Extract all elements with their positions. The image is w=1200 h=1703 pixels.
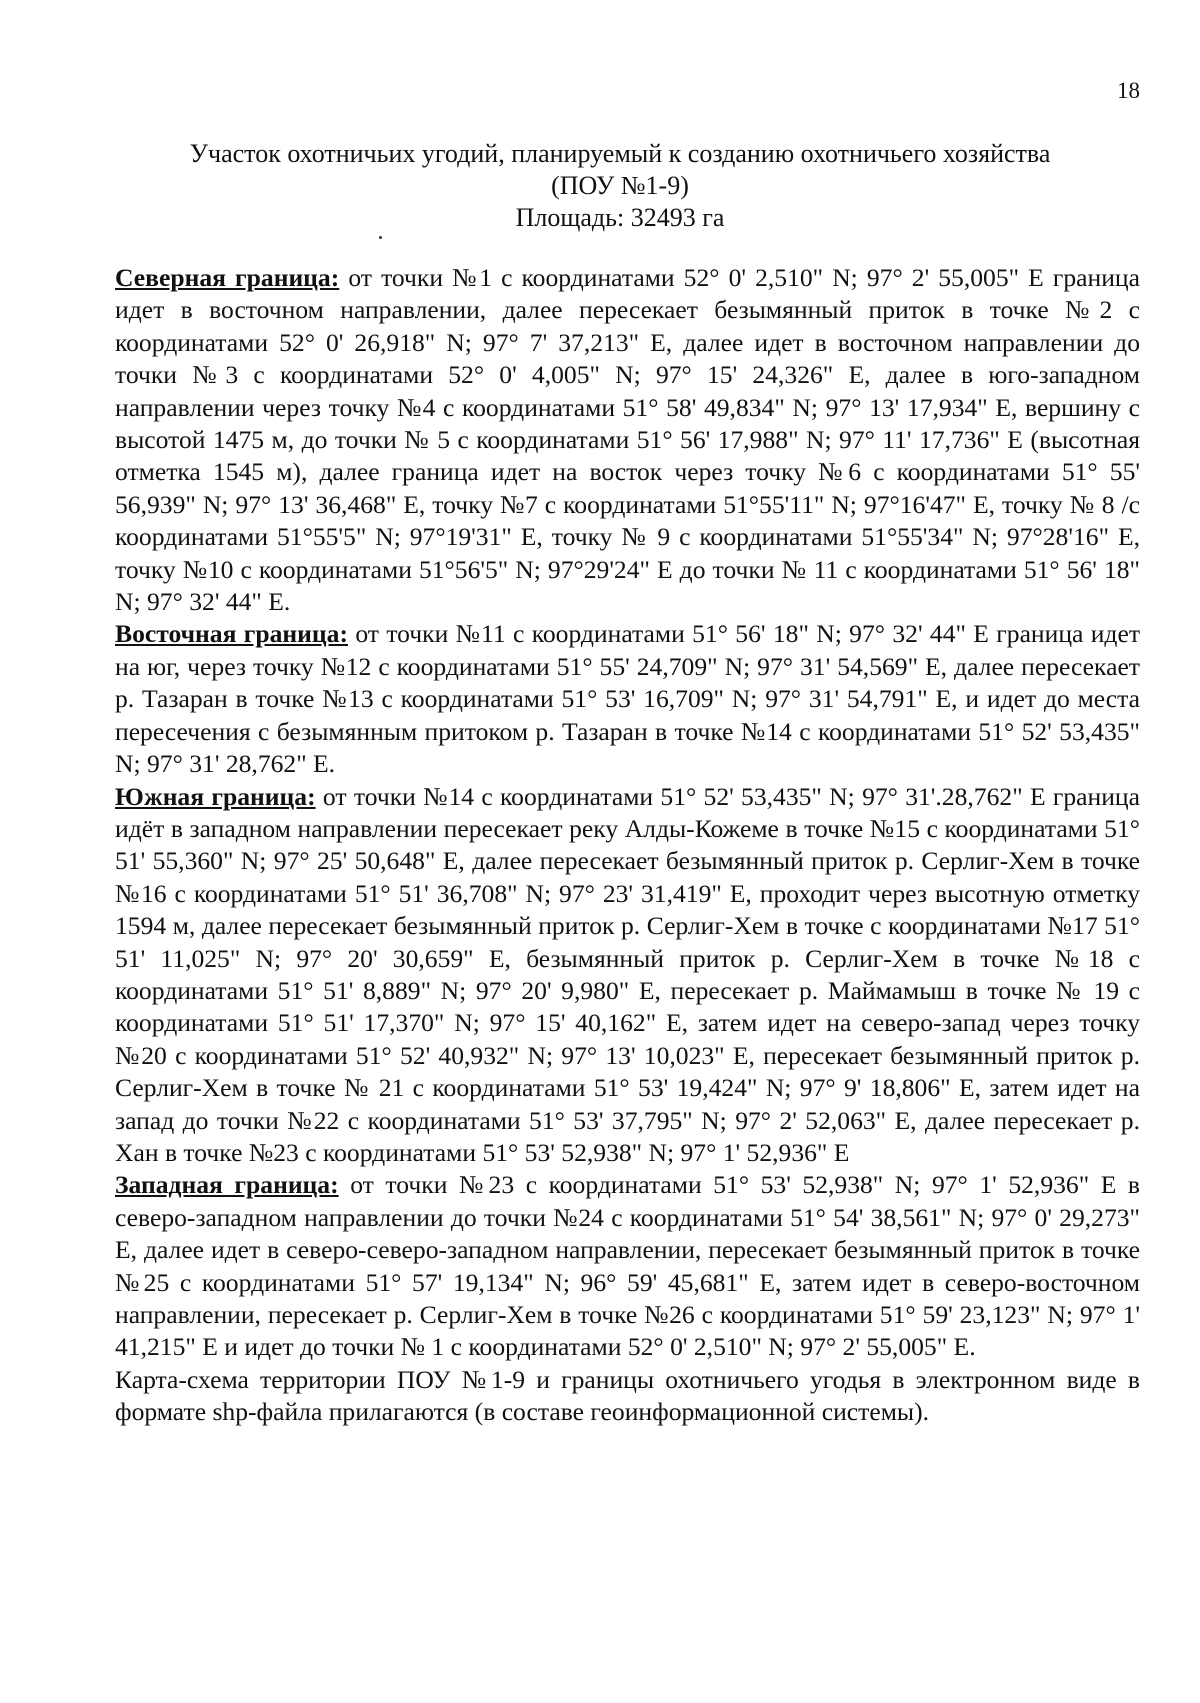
east-boundary-paragraph [115, 618, 1140, 780]
west-boundary-text: от точки №23 с координатами 51° 53' 52,938" N; 97° 1' 52,936" E в северо-западном направлении до точки №24 с координатами 51° 54' 38,561" N; 97° 0' 29,273" E, далее идет в северо-северо-западном направлении, пересекает безымянный приток в точке №25 с координатами 51° 57' 19,134" N; 96° 59' 45,681" E, затем идет в северо-восточном направлении, пересекает р. Серлиг-Хем в точке №26 с координатами 51° 59' 23,123" N; 97° 1' 41,215" E и идет до точки № 1 с координатами 52° 0' 2,510" N; 97° 2' 55,005" E. [115, 1170, 1141, 1362]
north-boundary-paragraph [115, 262, 1140, 618]
west-boundary-label: Западная граница: [115, 1170, 339, 1200]
closing-paragraph: Карта-схема территории ПОУ №1-9 и границы охотничьего угодья в электронном виде в формате shp-файла прилагаются (в составе геоинформационной системы). [115, 1364, 1140, 1427]
south-boundary-label: Южная граница: [115, 781, 316, 811]
heading-code: (ПОУ №1-9) [551, 171, 689, 200]
south-boundary-text: от точки №14 с координатами 51° 52' 53,435" N; 97° 31'.28,762" E граница идёт в западном направлении пересекает реку Алды-Кожеме в точке №15 с координатами 51° 51' 55,360" N; 97° 25' 50,648" E, далее пересекает безымянный приток р. Серлиг-Хем в точке №16 с координатами 51° 51' 36,708" N; 97° 23' 31,419" E, проходит через высотную отметку 1594 м, далее пересекает безымянный приток р. Серлиг-Хем в точке с координатами №17 51° 51' 11,025" N; 97° 20' 30,659" E, безымянный приток р. Серлиг-Хем в точке №18 с координатами 51° 51' 8,889" N; 97° 20' 9,980" E, пересекает р. Маймамыш в точке № 19 с координатами 51° 51' 17,370" N; 97° 15' 40,162" E, затем идет на северо-запад через точку №20 с координатами 51° 52' 40,932" N; 97° 13' 10,023" E, пересекает безымянный приток р. Серлиг-Хем в точке № 21 с координатами 51° 53' 19,424" N; 97° 9' 18,806" E, затем идет на запад до точки №22 с координатами 51° 53' 37,795" N; 97° 2' 52,063" E, далее пересекает р. Хан в точке №23 с координатами 51° 53' 52,938" N; 97° 1' 52,936" E [115, 781, 1140, 1167]
document-heading [100, 138, 1140, 234]
west-boundary-paragraph [115, 1169, 1140, 1363]
north-boundary-text: от точки №1 с координатами 52° 0' 2,510" N; 97° 2' 55,005" E граница идет в восточном направлении, далее пересекает безымянный приток в точке №2 с координатами 52° 0' 26,918" N; 97° 7' 37,213" E, далее идет в восточном направлении до точки №3 с координатами 52° 0' 4,005" N; 97° 15' 24,326" E, далее в юго-западном направлении через точку №4 с координатами 51° 58' 49,834" N; 97° 13' 17,934" E, вершину с высотой 1475 м, до точки № 5 с координатами 51° 56' 17,988" N; 97° 11' 17,736" E (высотная отметка 1545 м), далее граница идет на восток через точку №6 с координатами 51° 55' 56,939" N; 97° 13' 36,468" E, точку №7 с координатами 51°55'11" N; 97°16'47" E, точку № 8 /с координатами 51°55'5" N; 97°19'31" E, точку № 9 с координатами 51°55'34" N; 97°28'16" E, точку №10 с координатами 51°56'5" N; 97°29'24" E до точки № 11 с координатами 51° 56' 18" N; 97° 32' 44" E. [115, 263, 1140, 617]
north-boundary-label: Северная граница: [115, 263, 340, 292]
heading-title: Участок охотничьих угодий, планируемый к созданию охотничьего хозяйства [189, 139, 1051, 168]
east-boundary-label: Восточная граница: [115, 619, 348, 649]
document-body [115, 262, 1140, 1429]
heading-area: Площадь: 32493 га [515, 203, 725, 232]
scan-speck [379, 236, 382, 239]
south-boundary-paragraph [115, 781, 1140, 1170]
page-number: 18 [1117, 78, 1140, 103]
east-boundary-text: от точки №11 с координатами 51° 56' 18" N; 97° 32' 44" E граница идет на юг, через точку №12 с координатами 51° 55' 24,709" N; 97° 31' 54,569" E, далее пересекает р. Тазаран в точке №13 с координатами 51° 53' 16,709" N; 97° 31' 54,791" E, и идет до места пересечения с безымянным притоком р. Тазаран в точке №14 с координатами 51° 52' 53,435" N; 97° 31' 28,762" E. [115, 619, 1140, 779]
